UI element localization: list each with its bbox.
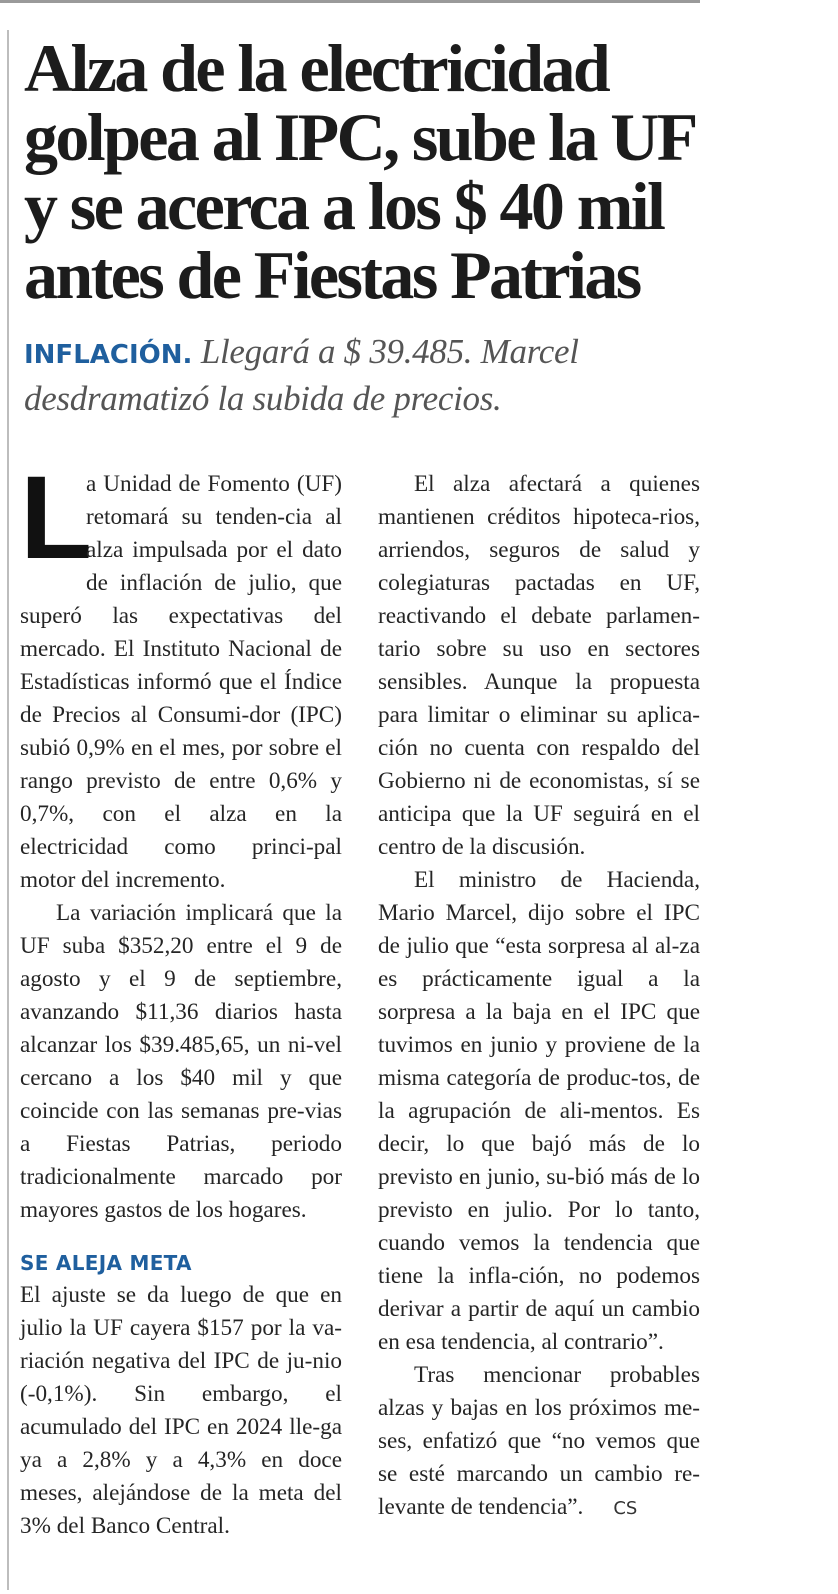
paragraph-text: Tras mencionar probables alzas y bajas en los próximos me-ses, enfatizó que “no vemos que se esté marcando un cambio re-levante de tendencia”. [378, 1362, 700, 1520]
kicker-label: INFLACIÓN. [24, 340, 193, 370]
headline-line: y se acerca a los $ 40 mil [24, 168, 664, 244]
left-column-rule [7, 30, 9, 1590]
section-subtitle: SE ALEJA META [20, 1251, 192, 1275]
top-rule [0, 0, 700, 3]
body-paragraph: El ministro de Hacienda, Mario Marcel, dijo sobre el IPC de julio que “esta sorpresa al al-za es prácticamente igual a la sorpresa a la baja en el IPC que tuvimos en junio y proviene de la misma categoría de produc-tos, de la agrupación de ali-mentos. Es decir, lo que bajó más de lo previsto en junio, su-bió más de lo previsto en julio. Por lo tanto, cuando vemos la tendencia que tiene la infla-ción, no podemos derivar a partir de aquí un cambio en esa tendencia, al contrario”. [378, 867, 700, 1355]
headline-line: antes de Fiestas Patrias [24, 237, 640, 313]
headline [24, 30, 714, 313]
headline-line: Alza de la electricidad [24, 30, 609, 106]
deck [24, 330, 684, 421]
body-column-left [20, 452, 342, 1543]
body-paragraph [378, 1359, 700, 1525]
end-mark-icon: CS [613, 1498, 638, 1519]
body-paragraph [20, 452, 342, 897]
body-column-right [378, 468, 700, 1525]
deck-text: Llegará a $ 39.485. Marcel desdramatizó la subida de precios. [24, 332, 579, 418]
body-paragraph: El ajuste se da luego de que en julio la UF cayera $157 por la va-riación negativa del IPC de ju-nio (-0,1%). Sin embargo, el acumulado del IPC en 2024 lle-ga ya a 2,8% y a 4,3% en doce meses, alejándose de la meta del 3% del Banco Central. [20, 1282, 342, 1539]
drop-cap: L [20, 452, 93, 584]
headline-line: golpea al IPC, sube la UF [24, 99, 696, 175]
body-paragraph: La variación implicará que la UF suba $352,20 entre el 9 de agosto y el 9 de septiembre, avanzando $11,36 diarios hasta alcanzar los $39.485,65, un ni-vel cercano a los $40 mil y que coincide con las semanas pre-vias a Fiestas Patrias, periodo tradicionalmente marcado por mayores gastos de los hogares. [20, 900, 342, 1223]
body-paragraph: El alza afectará a quienes mantienen créditos hipoteca-rios, arriendos, seguros de salud y colegiaturas pactadas en UF, reactivando el debate parlamen-tario sobre su uso en sectores sensibles. Aunque la propuesta para limitar o eliminar su aplica-ción no cuenta con respaldo del Gobierno ni de economistas, sí se anticipa que la UF seguirá en el centro de la discusión. [378, 471, 700, 860]
paragraph-text: a Unidad de Fomento (UF) retomará su tenden-cia al alza impulsada por el dato de inflación de julio, que superó las expectativas del mercado. El Instituto Nacional de Estadísticas informó que el Índice de Precios al Consumi-dor (IPC) subió 0,9% en el mes, por sobre el rango previsto de entre 0,6% y 0,7%, con el alza en la electricidad como princi-pal motor del incremento. [20, 471, 342, 893]
